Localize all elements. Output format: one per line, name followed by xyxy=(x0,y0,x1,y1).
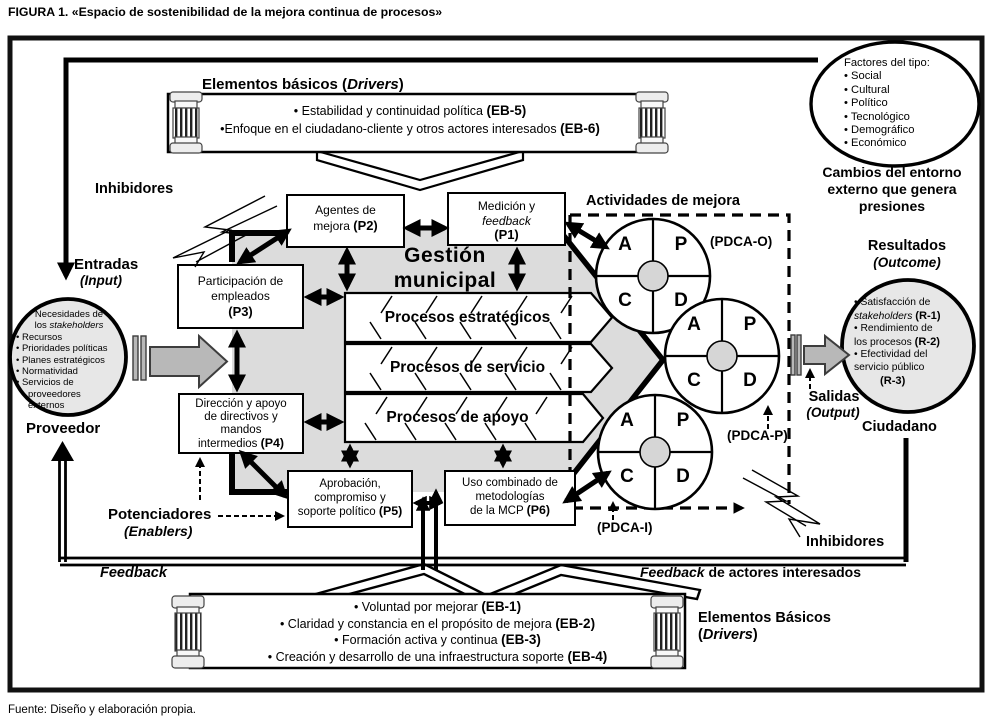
pdca-o-letter-d: D xyxy=(674,290,688,311)
pdca-i-letter-p: P xyxy=(676,410,690,431)
proveedor-arrowhead xyxy=(51,441,74,461)
entradas-label: Entradas xyxy=(74,256,139,273)
pdca-p-label: (PDCA-P) xyxy=(727,428,788,443)
salidas-label: Salidas xyxy=(808,389,860,405)
p3-text: Participación de empleados (P3) xyxy=(197,274,284,319)
driver-item: • Formación activa y continua (EB-3) xyxy=(334,632,541,647)
potenciadores-sub-label: (Enablers) xyxy=(124,523,193,539)
feedback-left-label: Feedback xyxy=(100,565,167,581)
drivers-bottom-items xyxy=(194,599,681,665)
driver-item: • Claridad y constancia en el propósito de mejora (EB-2) xyxy=(279,615,596,631)
pdca-o-label: (PDCA-O) xyxy=(710,234,773,249)
actividades-heading: Actividades de mejora xyxy=(586,193,740,209)
figure-title: FIGURA 1. «Espacio de sostenibilidad de la mejora continua de procesos» xyxy=(8,5,443,19)
drivers-down-arrow xyxy=(317,151,523,190)
pdca-p-letter-p: P xyxy=(743,314,757,335)
entradas-sub-label: (Input) xyxy=(80,273,122,288)
driver-item: • Voluntad por mejorar (EB-1) xyxy=(353,599,522,614)
input-arrow xyxy=(133,336,227,387)
gestion-municipal-title: Gestión municipal xyxy=(393,244,497,292)
drivers-top-heading: Elementos básicos (Drivers) xyxy=(202,76,404,93)
salidas-sub-label: (Output) xyxy=(806,405,860,420)
pdca-o-letter-p: P xyxy=(674,234,688,255)
inhibidores-bottom-label: Inhibidores xyxy=(806,534,885,550)
p6-text: Uso combinado de metodologías de la MCP (P6) xyxy=(462,477,558,517)
p4-text: Dirección y apoyo de directivos y mandos intermedios (P4) xyxy=(195,398,287,450)
external-factors-list: Factores del tipo: • Social • Cultural • Político • Tecnológico • Demográfico • Económico xyxy=(844,57,930,150)
pdca-i-letter-a: A xyxy=(620,410,634,431)
pdca-i-letter-c: C xyxy=(620,466,634,487)
driver-item: •Enfoque en el ciudadano-cliente y otros actores interesados (EB-6) xyxy=(220,121,600,136)
stakeholder-needs-text: Necesidades de los stakeholders • Recursos • Prioridades políticas • Planes estratégicos • Normatividad • Servicios de proveedores externos xyxy=(16,309,108,412)
pdca-i-label: (PDCA-I) xyxy=(597,520,653,535)
p1-text: Medición y feedback (P1) xyxy=(477,199,536,242)
pdca-i-letter-d: D xyxy=(676,466,690,487)
results-list: • Satisfacción de stakeholders (R-1) • Rendimiento de los procesos (R-2) • Efectividad del servicio público (R-3) xyxy=(854,297,941,387)
environment-caption: Cambios del entorno externo que genera presiones xyxy=(822,164,962,214)
ciudadano-label: Ciudadano xyxy=(862,419,937,435)
drivers-top-items xyxy=(172,102,648,138)
band-label-apoyo: Procesos de apoyo xyxy=(386,409,529,426)
band-label-servicio: Procesos de servicio xyxy=(389,359,546,376)
proveedor-label: Proveedor xyxy=(26,420,101,437)
driver-item: • Creación y desarrollo de una infraestructura soporte (EB-4) xyxy=(267,648,608,664)
pdca-p-letter-c: C xyxy=(687,370,701,391)
p5-text: Aprobación, compromiso y soporte político (P5) xyxy=(297,478,403,518)
drivers-bottom-heading: Elementos Básicos (Drivers) xyxy=(698,610,831,643)
band-label-estrategicos: Procesos estratégicos xyxy=(384,309,551,326)
resultados-heading: Resultados (Outcome) xyxy=(867,238,947,270)
feedback-right-label: Feedback de actores interesados xyxy=(640,564,861,580)
pdca-o-letter-a: A xyxy=(618,234,632,255)
source-note: Fuente: Diseño y elaboración propia. xyxy=(8,704,196,716)
driver-item: • Estabilidad y continuidad política (EB-5) xyxy=(293,103,527,118)
pdca-p-letter-a: A xyxy=(687,314,701,335)
potenciadores-label: Potenciadores xyxy=(108,506,212,523)
p2-text: Agentes de mejora (P2) xyxy=(313,203,378,233)
inhibidores-top-label: Inhibidores xyxy=(95,181,174,197)
pdca-o-letter-c: C xyxy=(618,290,632,311)
lightning-icon-bottomright xyxy=(743,470,820,537)
pdca-p-letter-d: D xyxy=(743,370,757,391)
